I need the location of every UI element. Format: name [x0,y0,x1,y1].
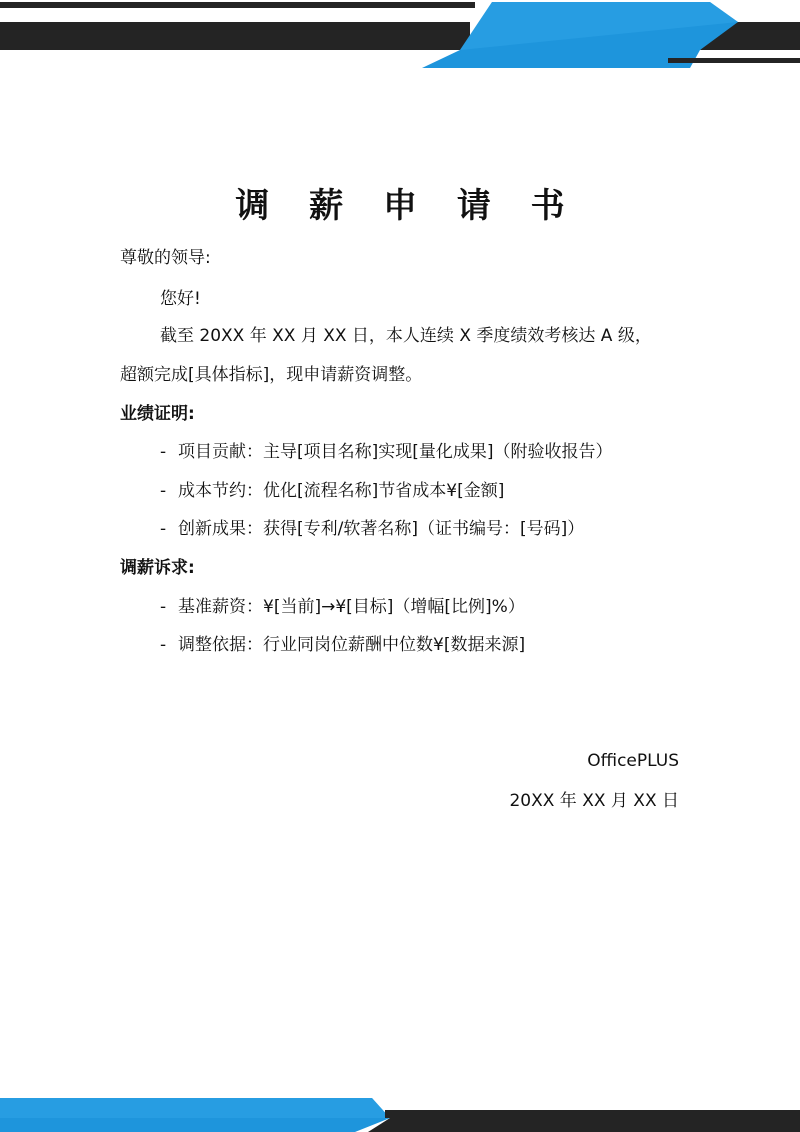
intro-paragraph-line-2: 超额完成[具体指标]，现申请薪资调整。 [120,365,423,385]
list-item-text: 创新成果：获得[专利/软著名称]（证书编号：[号码]） [178,519,585,539]
list-item: - 成本节约：优化[流程名称]节省成本¥[金额] [160,481,505,501]
list-item-text: 成本节约：优化[流程名称]节省成本¥[金额] [178,481,505,501]
signature-name: OfficePLUS [587,751,679,771]
signature-date: 20XX 年 XX 月 XX 日 [509,791,679,811]
list-item-text: 基准薪资：¥[当前]→¥[目标]（增幅[比例]%） [178,597,525,617]
salutation: 尊敬的领导: [120,248,211,268]
section-heading-performance: 业绩证明: [120,404,195,424]
footer-decoration [0,1080,800,1132]
list-item-text: 项目贡献：主导[项目名称]实现[量化成果]（附验收报告） [178,442,613,462]
list-item: - 调整依据：行业同岗位薪酬中位数¥[数据来源] [160,635,526,655]
list-item: - 基准薪资：¥[当前]→¥[目标]（增幅[比例]%） [160,597,525,617]
list-item: - 创新成果：获得[专利/软著名称]（证书编号：[号码]） [160,519,585,539]
intro-paragraph-line-1: 截至 20XX 年 XX 月 XX 日，本人连续 X 季度绩效考核达 A 级， [160,326,652,346]
header-decoration [0,0,800,80]
list-item-text: 调整依据：行业同岗位薪酬中位数¥[数据来源] [178,635,526,655]
section-heading-request: 调薪诉求: [120,558,195,578]
list-item: - 项目贡献：主导[项目名称]实现[量化成果]（附验收报告） [160,442,613,462]
document-title: 调 薪 申 请 书 [235,186,579,226]
greeting: 您好! [160,289,201,309]
